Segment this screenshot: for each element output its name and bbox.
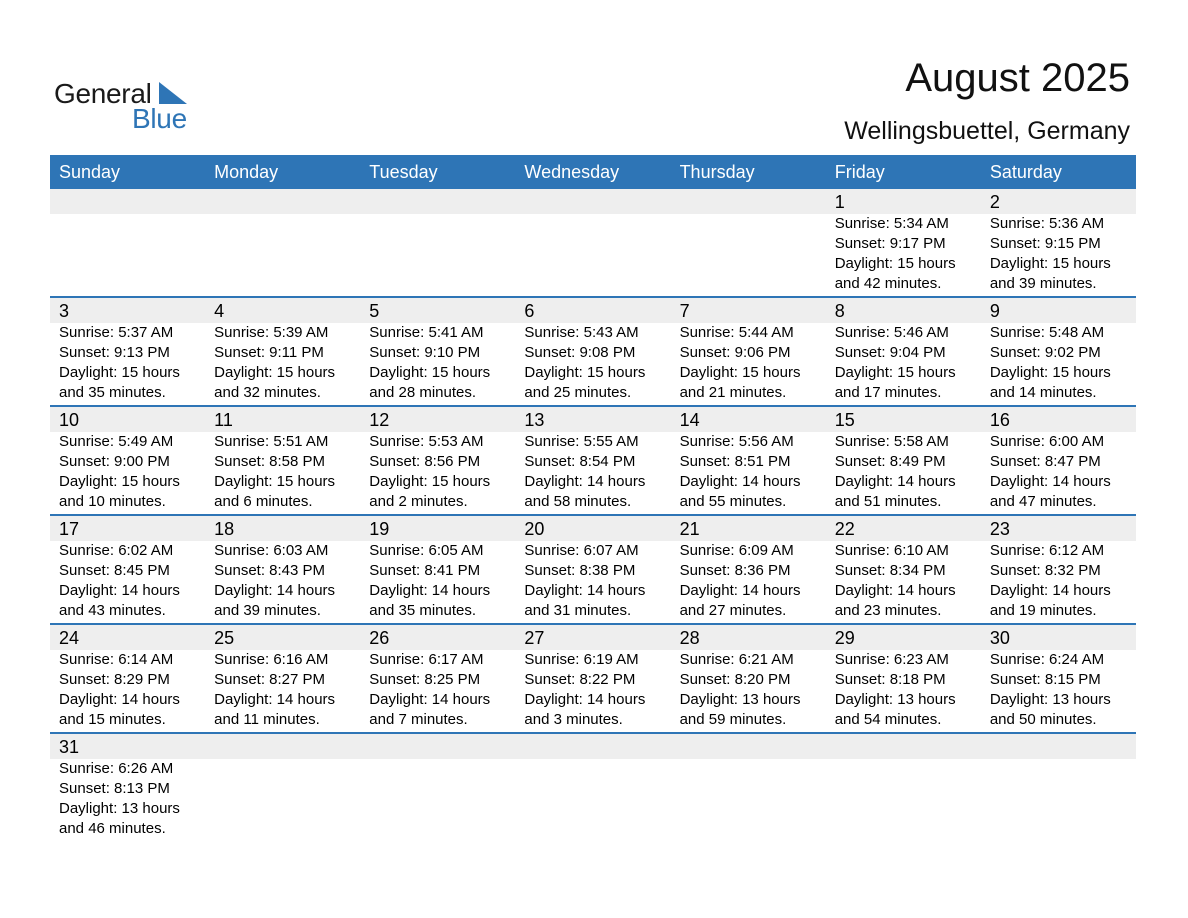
day-cell: [826, 298, 981, 405]
calendar-weeks: [50, 189, 1136, 843]
day-cell: [826, 407, 981, 514]
day-minutes: and 31 minutes.: [524, 602, 632, 619]
empty-day-cell: [826, 734, 981, 843]
day-cell: [981, 407, 1136, 514]
day-sunset: Sunset: 9:00 PM: [59, 453, 170, 470]
day-number: 17: [59, 519, 80, 539]
day-sunset: Sunset: 9:15 PM: [989, 235, 1101, 252]
day-daylight: Daylight: 15 hours: [214, 364, 336, 381]
day-info: [835, 541, 981, 621]
empty-day-cell: [671, 189, 826, 296]
day-minutes: and 39 minutes.: [214, 602, 321, 619]
day-sunrise: Sunrise: 5:44 AM: [679, 324, 794, 341]
day-sunset: Sunset: 8:36 PM: [679, 562, 791, 579]
day-info: [214, 650, 360, 730]
day-info: [59, 759, 205, 839]
day-daylight: Daylight: 15 hours: [989, 364, 1111, 381]
logo-triangle-icon: [157, 82, 189, 104]
day-minutes: and 35 minutes.: [369, 602, 477, 619]
day-sunrise: Sunrise: 5:53 AM: [369, 433, 484, 450]
empty-day-cell: [981, 734, 1136, 843]
day-number: 21: [679, 519, 700, 539]
empty-day-cell: [360, 734, 515, 843]
day-info: [369, 323, 515, 403]
day-sunset: Sunset: 8:18 PM: [834, 671, 946, 688]
day-number: 30: [989, 628, 1010, 648]
day-daylight: Daylight: 15 hours: [524, 364, 646, 381]
day-sunrise: Sunrise: 5:36 AM: [989, 215, 1105, 232]
weekday-header-friday: Friday: [834, 162, 885, 182]
logo-text-blue: Blue: [132, 103, 187, 134]
day-number: 29: [834, 628, 855, 648]
day-sunset: Sunset: 8:32 PM: [989, 562, 1101, 579]
empty-day-cell: [205, 734, 360, 843]
day-sunrise: Sunrise: 6:21 AM: [679, 651, 794, 668]
day-sunrise: Sunrise: 5:39 AM: [214, 324, 329, 341]
day-number: 25: [214, 628, 235, 648]
day-sunrise: Sunrise: 6:12 AM: [989, 542, 1105, 559]
empty-day-cell: [205, 189, 360, 296]
day-minutes: and 47 minutes.: [989, 493, 1097, 510]
day-info: [59, 432, 205, 512]
day-cell: [981, 625, 1136, 732]
week-row: [50, 625, 1136, 734]
day-minutes: and 32 minutes.: [214, 384, 321, 401]
day-daylight: Daylight: 14 hours: [989, 473, 1111, 490]
day-sunset: Sunset: 8:56 PM: [369, 453, 481, 470]
day-cell: [50, 298, 205, 405]
day-sunset: Sunset: 9:11 PM: [214, 344, 324, 361]
day-sunrise: Sunrise: 6:26 AM: [59, 760, 174, 777]
weekday-header-saturday: Saturday: [989, 162, 1062, 182]
day-cell: [826, 189, 981, 296]
day-info: [990, 323, 1136, 403]
day-daylight: Daylight: 15 hours: [834, 255, 956, 272]
day-number: 28: [679, 628, 700, 648]
day-minutes: and 50 minutes.: [989, 711, 1097, 728]
empty-day-cell: [360, 189, 515, 296]
day-sunset: Sunset: 8:49 PM: [834, 453, 946, 470]
day-info: [369, 541, 515, 621]
day-cell: [360, 516, 515, 623]
day-daylight: Daylight: 15 hours: [834, 364, 956, 381]
day-minutes: and 54 minutes.: [834, 711, 942, 728]
day-cell: [50, 734, 205, 843]
day-daylight: Daylight: 15 hours: [214, 473, 336, 490]
day-info: [214, 323, 360, 403]
day-info: [524, 323, 670, 403]
day-sunrise: Sunrise: 6:03 AM: [214, 542, 329, 559]
day-info: [680, 541, 826, 621]
day-number: 8: [834, 301, 845, 321]
day-sunrise: Sunrise: 6:10 AM: [834, 542, 949, 559]
day-sunrise: Sunrise: 6:09 AM: [679, 542, 794, 559]
day-info: [214, 541, 360, 621]
day-sunrise: Sunrise: 6:17 AM: [369, 651, 484, 668]
day-cell: [50, 516, 205, 623]
day-info: [990, 541, 1136, 621]
day-minutes: and 28 minutes.: [369, 384, 477, 401]
day-daylight: Daylight: 15 hours: [369, 473, 491, 490]
day-number: 13: [524, 410, 545, 430]
day-sunrise: Sunrise: 5:37 AM: [59, 324, 174, 341]
day-info: [59, 541, 205, 621]
day-sunset: Sunset: 8:58 PM: [214, 453, 326, 470]
day-daylight: Daylight: 14 hours: [989, 582, 1111, 599]
day-number: 27: [524, 628, 545, 648]
day-info: [369, 650, 515, 730]
day-number: 4: [214, 301, 225, 321]
day-sunset: Sunset: 8:34 PM: [834, 562, 946, 579]
day-cell: [981, 189, 1136, 296]
day-cell: [205, 407, 360, 514]
day-sunset: Sunset: 9:06 PM: [679, 344, 791, 361]
day-sunrise: Sunrise: 6:23 AM: [834, 651, 949, 668]
day-sunrise: Sunrise: 5:58 AM: [834, 433, 949, 450]
day-daylight: Daylight: 14 hours: [214, 582, 336, 599]
day-minutes: and 27 minutes.: [679, 602, 787, 619]
day-minutes: and 17 minutes.: [834, 384, 942, 401]
day-sunrise: Sunrise: 5:46 AM: [834, 324, 949, 341]
day-info: [680, 650, 826, 730]
day-number: 1: [834, 192, 845, 212]
day-cell: [515, 298, 670, 405]
day-number: 5: [369, 301, 380, 321]
day-number: 14: [679, 410, 700, 430]
day-sunset: Sunset: 8:27 PM: [214, 671, 326, 688]
day-number: 2: [989, 192, 1000, 212]
day-minutes: and 42 minutes.: [834, 275, 942, 292]
day-minutes: and 35 minutes.: [59, 384, 166, 401]
day-sunrise: Sunrise: 5:41 AM: [369, 324, 484, 341]
day-info: [680, 323, 826, 403]
day-sunset: Sunset: 8:15 PM: [989, 671, 1101, 688]
day-sunrise: Sunrise: 5:55 AM: [524, 433, 639, 450]
day-daylight: Daylight: 13 hours: [59, 800, 180, 817]
day-sunrise: Sunrise: 6:05 AM: [369, 542, 484, 559]
day-minutes: and 43 minutes.: [59, 602, 166, 619]
day-daylight: Daylight: 14 hours: [369, 691, 491, 708]
day-sunrise: Sunrise: 5:43 AM: [524, 324, 639, 341]
day-cell: [826, 516, 981, 623]
day-sunset: Sunset: 8:41 PM: [369, 562, 481, 579]
day-minutes: and 7 minutes.: [369, 711, 468, 728]
day-sunset: Sunset: 8:13 PM: [59, 780, 170, 797]
brand-logo: [54, 76, 194, 132]
logo-text-general: General: [54, 78, 152, 109]
day-number: 19: [369, 519, 390, 539]
day-minutes: and 6 minutes.: [214, 493, 313, 510]
day-sunrise: Sunrise: 6:16 AM: [214, 651, 329, 668]
day-daylight: Daylight: 13 hours: [679, 691, 801, 708]
day-sunrise: Sunrise: 6:14 AM: [59, 651, 174, 668]
day-daylight: Daylight: 14 hours: [834, 473, 956, 490]
day-daylight: Daylight: 15 hours: [369, 364, 491, 381]
day-daylight: Daylight: 14 hours: [524, 473, 646, 490]
day-sunrise: Sunrise: 6:02 AM: [59, 542, 174, 559]
day-number: 31: [59, 737, 80, 757]
weekday-header-row: [50, 155, 1136, 189]
day-sunrise: Sunrise: 5:49 AM: [59, 433, 174, 450]
week-row: [50, 734, 1136, 843]
day-info: [835, 650, 981, 730]
day-number: 15: [834, 410, 855, 430]
day-daylight: Daylight: 14 hours: [369, 582, 491, 599]
day-sunset: Sunset: 8:51 PM: [679, 453, 791, 470]
day-info: [524, 650, 670, 730]
day-number: 10: [59, 410, 80, 430]
day-daylight: Daylight: 15 hours: [989, 255, 1111, 272]
day-sunrise: Sunrise: 6:00 AM: [989, 433, 1105, 450]
day-info: [835, 432, 981, 512]
day-number: 11: [214, 410, 233, 430]
day-sunset: Sunset: 9:02 PM: [989, 344, 1101, 361]
day-minutes: and 10 minutes.: [59, 493, 166, 510]
day-cell: [515, 407, 670, 514]
day-cell: [50, 625, 205, 732]
day-minutes: and 25 minutes.: [524, 384, 632, 401]
day-number: 26: [369, 628, 390, 648]
day-daylight: Daylight: 14 hours: [679, 582, 801, 599]
day-daylight: Daylight: 14 hours: [834, 582, 956, 599]
empty-day-cell: [671, 734, 826, 843]
day-cell: [671, 407, 826, 514]
day-daylight: Daylight: 15 hours: [59, 364, 180, 381]
day-info: [835, 323, 981, 403]
day-minutes: and 14 minutes.: [989, 384, 1097, 401]
day-minutes: and 46 minutes.: [59, 820, 166, 837]
day-daylight: Daylight: 15 hours: [59, 473, 180, 490]
day-sunset: Sunset: 9:04 PM: [834, 344, 946, 361]
week-row: [50, 516, 1136, 625]
weekday-header-monday: Monday: [214, 162, 279, 182]
day-cell: [50, 407, 205, 514]
day-sunset: Sunset: 8:54 PM: [524, 453, 636, 470]
day-minutes: and 23 minutes.: [834, 602, 942, 619]
day-cell: [205, 516, 360, 623]
day-cell: [360, 407, 515, 514]
day-number: 6: [524, 301, 535, 321]
day-sunset: Sunset: 9:08 PM: [524, 344, 636, 361]
day-cell: [515, 625, 670, 732]
day-daylight: Daylight: 15 hours: [679, 364, 801, 381]
day-daylight: Daylight: 14 hours: [59, 582, 180, 599]
day-number: 16: [989, 410, 1010, 430]
week-row: [50, 189, 1136, 298]
day-daylight: Daylight: 14 hours: [679, 473, 801, 490]
day-minutes: and 2 minutes.: [369, 493, 468, 510]
day-minutes: and 59 minutes.: [679, 711, 787, 728]
day-number: 22: [834, 519, 855, 539]
weekday-header-sunday: Sunday: [59, 162, 121, 182]
day-sunset: Sunset: 8:25 PM: [369, 671, 481, 688]
day-minutes: and 19 minutes.: [989, 602, 1097, 619]
day-number: 20: [524, 519, 545, 539]
day-number: 23: [989, 519, 1010, 539]
empty-day-cell: [515, 734, 670, 843]
day-minutes: and 21 minutes.: [679, 384, 787, 401]
day-info: [990, 214, 1136, 294]
day-sunrise: Sunrise: 5:34 AM: [834, 215, 949, 232]
day-minutes: and 15 minutes.: [59, 711, 166, 728]
day-cell: [360, 625, 515, 732]
day-cell: [981, 516, 1136, 623]
day-info: [680, 432, 826, 512]
day-sunset: Sunset: 8:38 PM: [524, 562, 636, 579]
day-info: [990, 650, 1136, 730]
day-minutes: and 51 minutes.: [834, 493, 942, 510]
day-sunset: Sunset: 8:45 PM: [59, 562, 170, 579]
weekday-header-tuesday: Tuesday: [369, 162, 438, 182]
day-sunset: Sunset: 9:13 PM: [59, 344, 170, 361]
day-daylight: Daylight: 13 hours: [989, 691, 1111, 708]
day-number: 3: [59, 301, 70, 321]
day-cell: [671, 625, 826, 732]
week-row: [50, 298, 1136, 407]
day-info: [59, 323, 205, 403]
day-cell: [671, 298, 826, 405]
weekday-header-thursday: Thursday: [679, 162, 755, 182]
empty-day-cell: [50, 189, 205, 296]
day-number: 7: [679, 301, 690, 321]
day-sunrise: Sunrise: 6:07 AM: [524, 542, 639, 559]
day-sunrise: Sunrise: 6:19 AM: [524, 651, 639, 668]
day-info: [369, 432, 515, 512]
day-info: [524, 432, 670, 512]
day-sunset: Sunset: 8:47 PM: [989, 453, 1101, 470]
day-sunset: Sunset: 8:29 PM: [59, 671, 170, 688]
day-daylight: Daylight: 14 hours: [59, 691, 180, 708]
day-info: [524, 541, 670, 621]
day-minutes: and 11 minutes.: [214, 711, 320, 728]
day-cell: [205, 298, 360, 405]
day-number: 24: [59, 628, 80, 648]
day-minutes: and 55 minutes.: [679, 493, 787, 510]
day-cell: [515, 516, 670, 623]
day-daylight: Daylight: 13 hours: [834, 691, 956, 708]
day-sunset: Sunset: 8:43 PM: [214, 562, 326, 579]
day-sunset: Sunset: 8:20 PM: [679, 671, 791, 688]
day-sunrise: Sunrise: 6:24 AM: [989, 651, 1105, 668]
day-cell: [671, 516, 826, 623]
calendar: [50, 155, 1136, 843]
day-minutes: and 58 minutes.: [524, 493, 632, 510]
day-minutes: and 39 minutes.: [989, 275, 1097, 292]
day-sunrise: Sunrise: 5:48 AM: [989, 324, 1105, 341]
day-cell: [826, 625, 981, 732]
day-sunrise: Sunrise: 5:51 AM: [214, 433, 329, 450]
day-daylight: Daylight: 14 hours: [524, 691, 646, 708]
day-sunset: Sunset: 9:10 PM: [369, 344, 481, 361]
day-number: 12: [369, 410, 390, 430]
day-daylight: Daylight: 14 hours: [524, 582, 646, 599]
day-sunset: Sunset: 9:17 PM: [834, 235, 946, 252]
day-info: [835, 214, 981, 294]
day-sunset: Sunset: 8:22 PM: [524, 671, 636, 688]
day-cell: [360, 298, 515, 405]
page-title: August 2025: [905, 56, 1130, 100]
day-cell: [981, 298, 1136, 405]
weekday-header-wednesday: Wednesday: [524, 162, 620, 182]
location-subtitle: Wellingsbuettel, Germany: [844, 117, 1130, 145]
day-number: 18: [214, 519, 235, 539]
week-row: [50, 407, 1136, 516]
day-minutes: and 3 minutes.: [524, 711, 623, 728]
day-sunrise: Sunrise: 5:56 AM: [679, 433, 794, 450]
day-daylight: Daylight: 14 hours: [214, 691, 336, 708]
day-cell: [205, 625, 360, 732]
day-info: [990, 432, 1136, 512]
empty-day-cell: [515, 189, 670, 296]
day-info: [59, 650, 205, 730]
day-info: [214, 432, 360, 512]
day-number: 9: [989, 301, 1000, 321]
